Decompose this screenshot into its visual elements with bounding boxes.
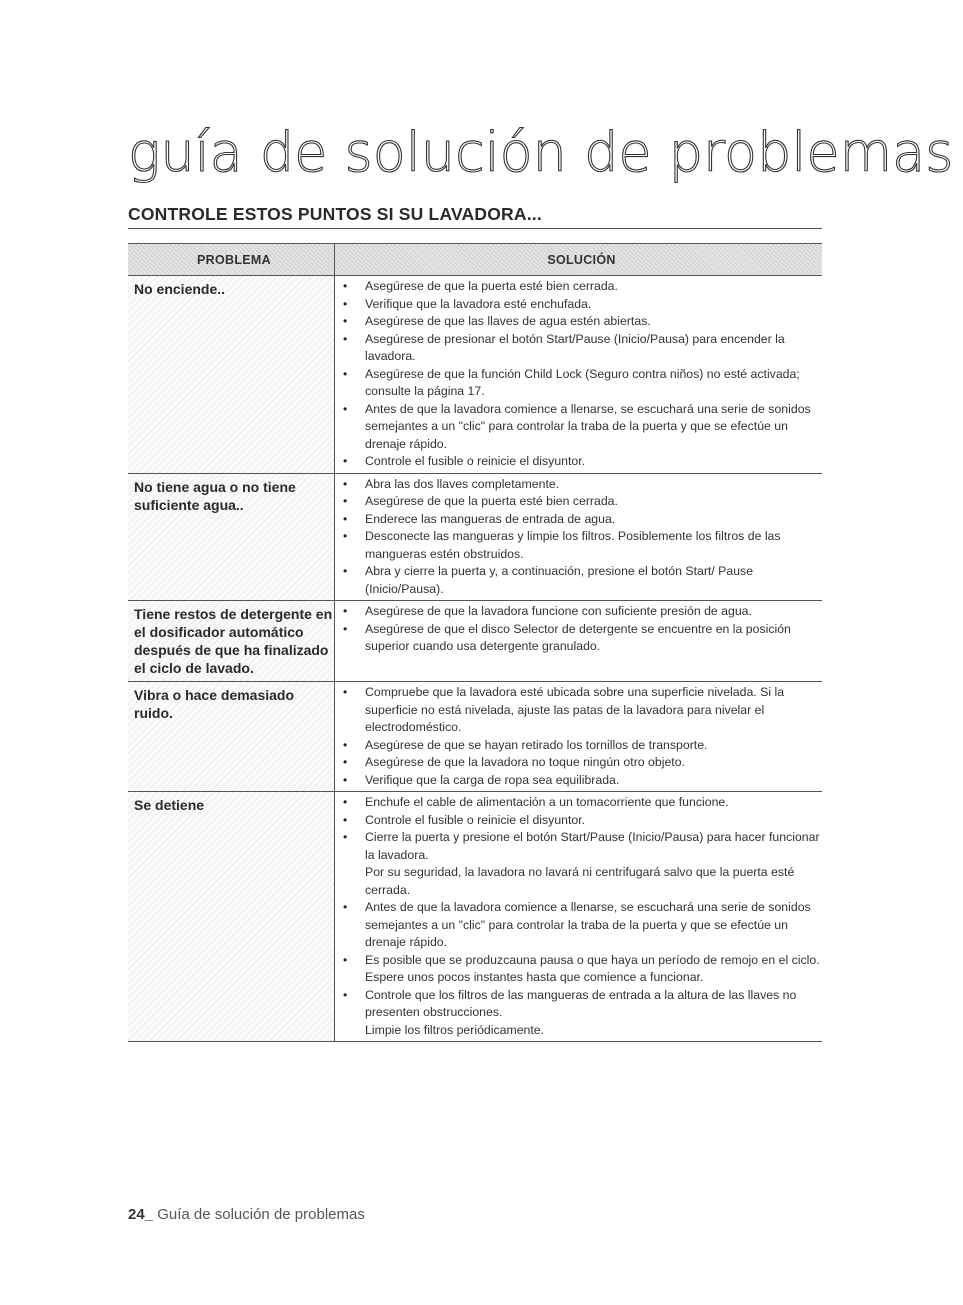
solution-note: Por su seguridad, la lavadora no lavará ni centrifugará salvo que la puerta esté cerrada. (365, 865, 795, 897)
solution-list (341, 603, 822, 656)
solution-text: Abra las dos llaves completamente. (365, 476, 560, 491)
solution-text: Asegúrese de que las llaves de agua estén abiertas. (365, 314, 651, 328)
solution-text: Enchufe el cable de alimentación a un tomacorriente que funcione. (365, 795, 729, 809)
solution-text: Asegúrese de que la lavadora no toque ningún otro objeto. (365, 755, 685, 769)
bullet-icon: • (343, 331, 348, 346)
solution-text: Abra y cierre la puerta y, a continuación, presione el botón Start/ Pause (Inicio/Pausa). (365, 564, 754, 596)
solution-item (341, 331, 822, 366)
solution-item (341, 794, 822, 812)
bullet-icon: • (343, 795, 348, 809)
bullet-icon: • (343, 476, 348, 491)
solution-list (341, 278, 822, 471)
solution-item (341, 296, 822, 314)
solution-note: Limpie los filtros periódicamente. (365, 1022, 545, 1037)
solution-text: Es posible que se produzcauna pausa o que haya un período de remojo en el ciclo. Espere unos pocos instantes hasta que comience a funcionar. (365, 952, 820, 984)
solution-item (341, 754, 822, 772)
solution-text: Antes de que la lavadora comience a llenarse, se escuchará una serie de sonidos semejantes a un "clic" para controlar la traba de la puerta y que se efectúe un drenaje rápido. (365, 401, 811, 451)
table-row (128, 601, 822, 682)
solution-item (341, 493, 822, 511)
solution-cell (335, 601, 823, 682)
solution-item (341, 684, 822, 737)
bullet-icon: • (343, 685, 348, 699)
table-row (128, 792, 822, 1042)
page-number: 24_ (128, 1206, 154, 1223)
solution-item (341, 812, 822, 830)
solution-item (341, 401, 822, 454)
solution-item (341, 899, 822, 952)
solution-cell (335, 682, 823, 792)
bullet-icon: • (343, 401, 348, 416)
bullet-icon: • (343, 604, 348, 618)
page-title: guía de solución de problemas (128, 121, 954, 184)
solution-item (341, 737, 822, 755)
solution-list (341, 476, 822, 599)
solution-text: Asegúrese de que se hayan retirado los tornillos de transporte. (365, 737, 708, 752)
solution-text: Asegúrese de que la puerta esté bien cerrada. (365, 279, 618, 293)
solution-text: Enderece las mangueras de entrada de agua. (365, 511, 616, 526)
solution-list (341, 684, 822, 789)
bullet-icon: • (343, 812, 348, 827)
table-row (128, 473, 822, 601)
solution-text: Desconecte las mangueras y limpie los filtros. Posiblemente los filtros de las mangueras estén obstruidos. (365, 529, 781, 561)
solution-item (341, 563, 822, 598)
solution-cell (335, 792, 823, 1042)
column-header-problem: PROBLEMA (128, 244, 335, 276)
bullet-icon: • (343, 755, 348, 769)
section-heading: CONTROLE ESTOS PUNTOS SI SU LAVADORA... (128, 203, 822, 229)
bullet-icon: • (343, 952, 348, 967)
table-header-row (128, 244, 822, 276)
solution-text: Asegúrese de que la lavadora funcione con suficiente presión de agua. (365, 604, 752, 618)
solution-text: Controle el fusible o reinicie el disyuntor. (365, 454, 586, 468)
solution-text: Controle que los filtros de las mangueras de entrada a la altura de las llaves no presenten obstrucciones. (365, 987, 797, 1019)
column-header-solution: SOLUCIÓN (335, 244, 823, 276)
solution-text: Cierre la puerta y presione el botón Start/Pause (Inicio/Pausa) para hacer funcionar la lavadora. (365, 830, 820, 862)
solution-item (341, 603, 822, 621)
table-row (128, 682, 822, 792)
solution-text: Asegúrese de que el disco Selector de detergente se encuentre en la posición superior cuando usa detergente granulado. (365, 621, 791, 653)
solution-item (341, 366, 822, 401)
problem-cell: Tiene restos de detergente en el dosificador automático después de que ha finalizado el ciclo de lavado. (128, 601, 335, 682)
solution-item (341, 621, 822, 656)
bullet-icon: • (343, 564, 348, 578)
solution-cell (335, 473, 823, 601)
problem-cell: Vibra o hace demasiado ruido. (128, 682, 335, 792)
bullet-icon: • (343, 900, 348, 914)
solution-item (341, 476, 822, 494)
solution-item (341, 952, 822, 987)
solution-item (341, 528, 822, 563)
bullet-icon: • (343, 279, 348, 293)
bullet-icon: • (343, 772, 348, 787)
bullet-icon: • (343, 621, 348, 636)
solution-text: Asegúrese de que la puerta esté bien cerrada. (365, 494, 618, 508)
bullet-icon: • (343, 454, 348, 468)
solution-item (341, 278, 822, 296)
solution-text: Controle el fusible o reinicie el disyuntor. (365, 812, 586, 827)
solution-text: Verifique que la lavadora esté enchufada. (365, 296, 592, 311)
problem-cell: Se detiene (128, 792, 335, 1042)
solution-list (341, 794, 822, 1039)
solution-cell (335, 276, 823, 474)
bullet-icon: • (343, 737, 348, 752)
bullet-icon: • (343, 987, 348, 1002)
footer-label: Guía de solución de problemas (153, 1206, 365, 1223)
problem-cell: No tiene agua o no tiene suficiente agua.. (128, 473, 335, 601)
bullet-icon: • (343, 296, 348, 311)
troubleshooting-table (128, 243, 822, 1042)
solution-text: Verifique que la carga de ropa sea equilibrada. (365, 772, 620, 787)
bullet-icon: • (343, 511, 348, 526)
problem-cell: No enciende.. (128, 276, 335, 474)
bullet-icon: • (343, 494, 348, 508)
solution-item (341, 829, 822, 899)
solution-text: Antes de que la lavadora comience a llenarse, se escuchará una serie de sonidos semejantes a un "clic" para controlar la traba de la puerta y que se efectúe un drenaje rápido. (365, 900, 811, 949)
table-body (128, 276, 822, 1042)
table-row (128, 276, 822, 474)
solution-item (341, 987, 822, 1040)
solution-item (341, 772, 822, 790)
bullet-icon: • (343, 830, 348, 844)
page-footer (128, 1206, 365, 1223)
bullet-icon: • (343, 366, 348, 381)
solution-text: Asegúrese de que la función Child Lock (Seguro contra niños) no esté activada; consulte la página 17. (365, 366, 800, 398)
bullet-icon: • (343, 314, 348, 328)
solution-text: Compruebe que la lavadora esté ubicada sobre una superficie nivelada. Si la superficie no está nivelada, ajuste las patas de la lavadora para nivelar el electrodoméstico. (365, 685, 785, 734)
bullet-icon: • (343, 529, 348, 543)
solution-item (341, 453, 822, 471)
solution-item (341, 511, 822, 529)
solution-item (341, 313, 822, 331)
solution-text: Asegúrese de presionar el botón Start/Pause (Inicio/Pausa) para encender la lavadora. (365, 331, 785, 363)
